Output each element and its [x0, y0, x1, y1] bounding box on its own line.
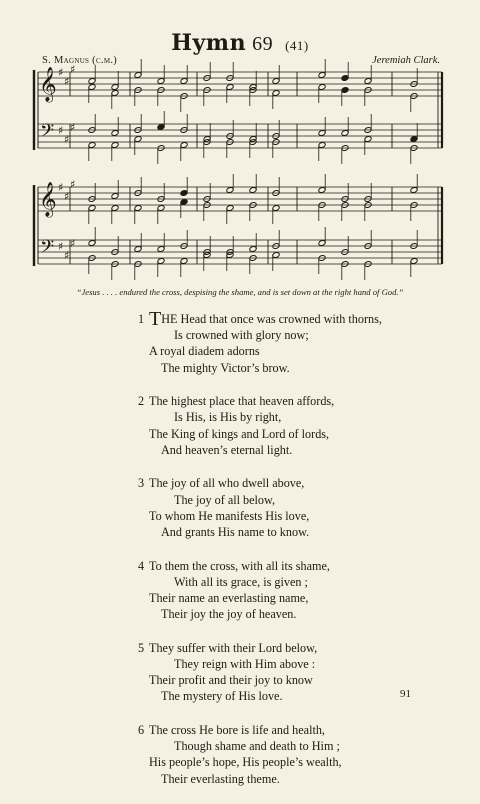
verse-line-text: The cross He bore is life and health, [149, 723, 325, 738]
verse [138, 558, 382, 623]
verse-line-text: The mighty Victor’s brow. [161, 360, 290, 375]
hymn-word: Hymn [171, 30, 247, 56]
sharp-sign: ♯ [58, 240, 64, 253]
hymn-number: 69 [252, 33, 274, 55]
verse-line-text: THE Head that once was crowned with thorns, [149, 308, 382, 330]
verse-line [138, 508, 382, 524]
verse-number: 6 [138, 723, 145, 738]
verse-line-text: The joy of all below, [174, 492, 276, 507]
sharp-sign: ♯ [64, 133, 70, 146]
sharp-sign: ♯ [64, 249, 70, 262]
verse-line [138, 688, 382, 704]
verse-line [138, 754, 382, 770]
sharp-sign: ♯ [70, 237, 76, 250]
verse-line-text: His people’s hope, His people’s wealth, [149, 755, 342, 770]
verse-number: 4 [138, 558, 145, 573]
hymn-verses [138, 308, 382, 804]
verse-line-text: A royal diadem adorns [149, 344, 260, 359]
verse-line-text: Their everlasting theme. [161, 771, 280, 786]
verse-line-text: Their profit and their joy to know [149, 673, 313, 688]
verse-line [138, 308, 382, 330]
verse-line [138, 360, 382, 376]
verse-line [138, 343, 382, 359]
verse-line-text: Is His, is His by right, [174, 410, 282, 425]
verse-line-text: To them the cross, with all its shame, [149, 558, 330, 573]
composer-name: Jeremiah Clark. [372, 55, 440, 66]
verse-line-text: To whom He manifests His love, [149, 508, 310, 523]
page-number: 91 [400, 688, 411, 700]
verse-line [138, 475, 382, 491]
verse-number: 1 [138, 312, 145, 326]
verse [138, 475, 382, 540]
verse-line [138, 590, 382, 606]
sharp-sign: ♯ [64, 75, 70, 88]
treble-clef: 𝄞 [39, 182, 57, 217]
sharp-sign: ♯ [58, 181, 64, 194]
original-number: (41) [285, 38, 309, 53]
verse-line [138, 524, 382, 540]
treble-clef: 𝄞 [39, 67, 57, 102]
sharp-sign: ♯ [58, 124, 64, 137]
verse-line [138, 492, 382, 508]
verse-line-text: The highest place that heaven affords, [149, 394, 335, 409]
verse-line [138, 606, 382, 622]
music-score [0, 0, 480, 285]
sharp-sign: ♯ [64, 190, 70, 203]
verse-line [138, 672, 382, 688]
verse [138, 308, 382, 376]
verse-line-text: Their name an everlasting name, [149, 591, 309, 606]
tune-name: S. Magnus (c.m.) [42, 55, 118, 66]
verse-line [138, 574, 382, 590]
sharp-sign: ♯ [70, 121, 76, 134]
verse-number: 5 [138, 640, 145, 655]
verse-line-text: And grants His name to know. [161, 525, 310, 540]
drop-cap: T [149, 308, 162, 330]
sharp-sign: ♯ [70, 63, 76, 76]
epigraph: “Jesus . . . . endured the cross, despising the shame, and is set down at the right hand of God.” [76, 287, 404, 297]
verse-line [138, 558, 382, 574]
verse [138, 393, 382, 458]
verse-line-text: With all its grace, is given ; [174, 574, 308, 589]
sharp-sign: ♯ [70, 178, 76, 191]
sharp-sign: ♯ [58, 66, 64, 79]
verse [138, 640, 382, 705]
verse-line [138, 738, 382, 754]
verse-line-text: The King of kings and Lord of lords, [149, 426, 330, 441]
verse-number: 2 [138, 394, 145, 409]
verse-line-text: And heaven’s eternal light. [161, 442, 293, 457]
verse-line-text: They suffer with their Lord below, [149, 640, 318, 655]
verse-line [138, 426, 382, 442]
verse-line [138, 409, 382, 425]
verse-line [138, 722, 382, 738]
verse-line [138, 771, 382, 787]
verse-line [138, 442, 382, 458]
verse-line-text: The joy of all who dwell above, [149, 476, 305, 491]
bass-clef: 𝄢 [40, 121, 55, 146]
bass-clef: 𝄢 [40, 237, 55, 262]
verse-line-text: Though shame and death to Him ; [174, 739, 340, 754]
verse-line [138, 327, 382, 343]
verse-line-text: They reign with Him above : [174, 657, 316, 672]
verse [138, 722, 382, 787]
verse-line [138, 640, 382, 656]
verse-line-text: Is crowned with glory now; [174, 328, 309, 343]
verse-line [138, 656, 382, 672]
verse-line-text: Their joy the joy of heaven. [161, 607, 297, 622]
verse-line [138, 393, 382, 409]
verse-line-text: The mystery of His love. [161, 689, 283, 704]
verse-number: 3 [138, 476, 145, 491]
